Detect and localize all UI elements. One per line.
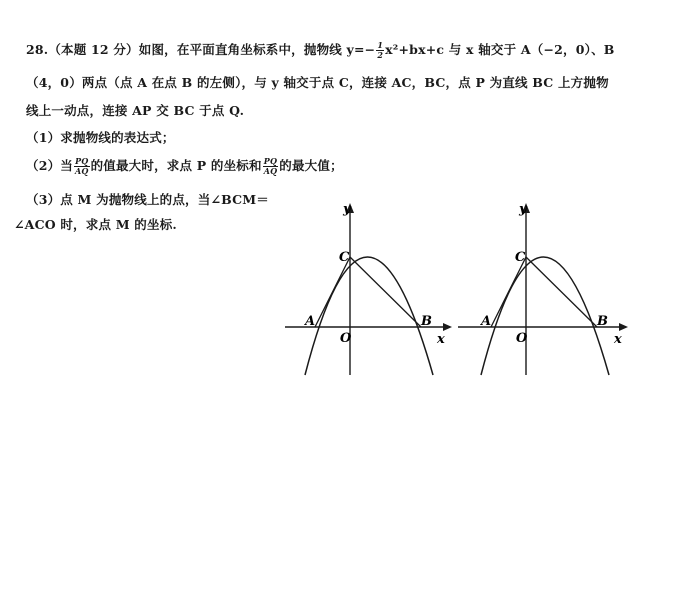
question-2-text-c: 的最大值；	[279, 158, 343, 173]
point-a-label: A	[481, 314, 492, 329]
segment-bc	[526, 257, 597, 327]
x-axis-label: x	[437, 332, 445, 347]
point-a-label: A	[305, 314, 316, 329]
problem-line-1	[26, 40, 615, 60]
question-3-line-2: ∠ACO 时，求点 M 的坐标.	[14, 217, 177, 232]
problem-text-1b: x²+bx+c 与 x 轴交于 A（−2，0）、B	[385, 42, 615, 57]
segment-ac	[491, 257, 526, 327]
x-axis-label: x	[614, 332, 622, 347]
question-2	[26, 156, 343, 176]
problem-points: （本题 12 分）	[48, 42, 139, 57]
x-axis-arrow	[619, 323, 628, 331]
fraction-denominator: AQ	[75, 166, 89, 176]
fraction-pq-aq	[74, 157, 90, 176]
fraction-denominator: AQ	[263, 166, 278, 176]
parabola-figure-1	[285, 195, 455, 380]
parabola-curve	[481, 257, 609, 375]
problem-text-1a: 如图，在平面直角坐标系中，抛物线 y=−	[138, 42, 376, 57]
problem-line-3: 线上一动点，连接 AP 交 BC 于点 Q.	[26, 103, 245, 118]
origin-label: O	[340, 331, 352, 346]
y-axis-label: y	[519, 202, 527, 217]
parabola-figure-2	[458, 195, 633, 380]
x-axis-arrow	[443, 323, 452, 331]
problem-number: 28.	[26, 42, 49, 57]
fraction-denominator: 2	[377, 50, 384, 60]
point-b-label: B	[421, 314, 432, 329]
y-axis-label: y	[343, 202, 351, 217]
segment-ac	[315, 257, 350, 327]
question-3-line-1: （3）点 M 为抛物线上的点，当∠BCM＝	[26, 192, 269, 207]
fraction-pq-aq-2	[263, 157, 279, 176]
point-c-label: C	[515, 250, 526, 265]
question-2-text-b: 的值最大时，求点 P 的坐标和	[90, 158, 262, 173]
question-1: （1）求抛物线的表达式；	[26, 130, 175, 145]
fraction-numerator: 1	[377, 40, 384, 50]
origin-label: O	[516, 331, 528, 346]
fraction-numerator: PQ	[263, 156, 278, 166]
point-b-label: B	[597, 314, 608, 329]
fraction-one-half	[376, 41, 384, 60]
question-2-text-a: （2）当	[26, 158, 73, 173]
problem-line-2: （4，0）两点（点 A 在点 B 的左侧），与 y 轴交于点 C，连接 AC，BC，点 P 为直线 BC 上方抛物	[26, 75, 609, 90]
segment-bc	[350, 257, 421, 327]
point-c-label: C	[339, 250, 350, 265]
parabola-curve	[305, 257, 433, 375]
fraction-numerator: PQ	[75, 156, 89, 166]
